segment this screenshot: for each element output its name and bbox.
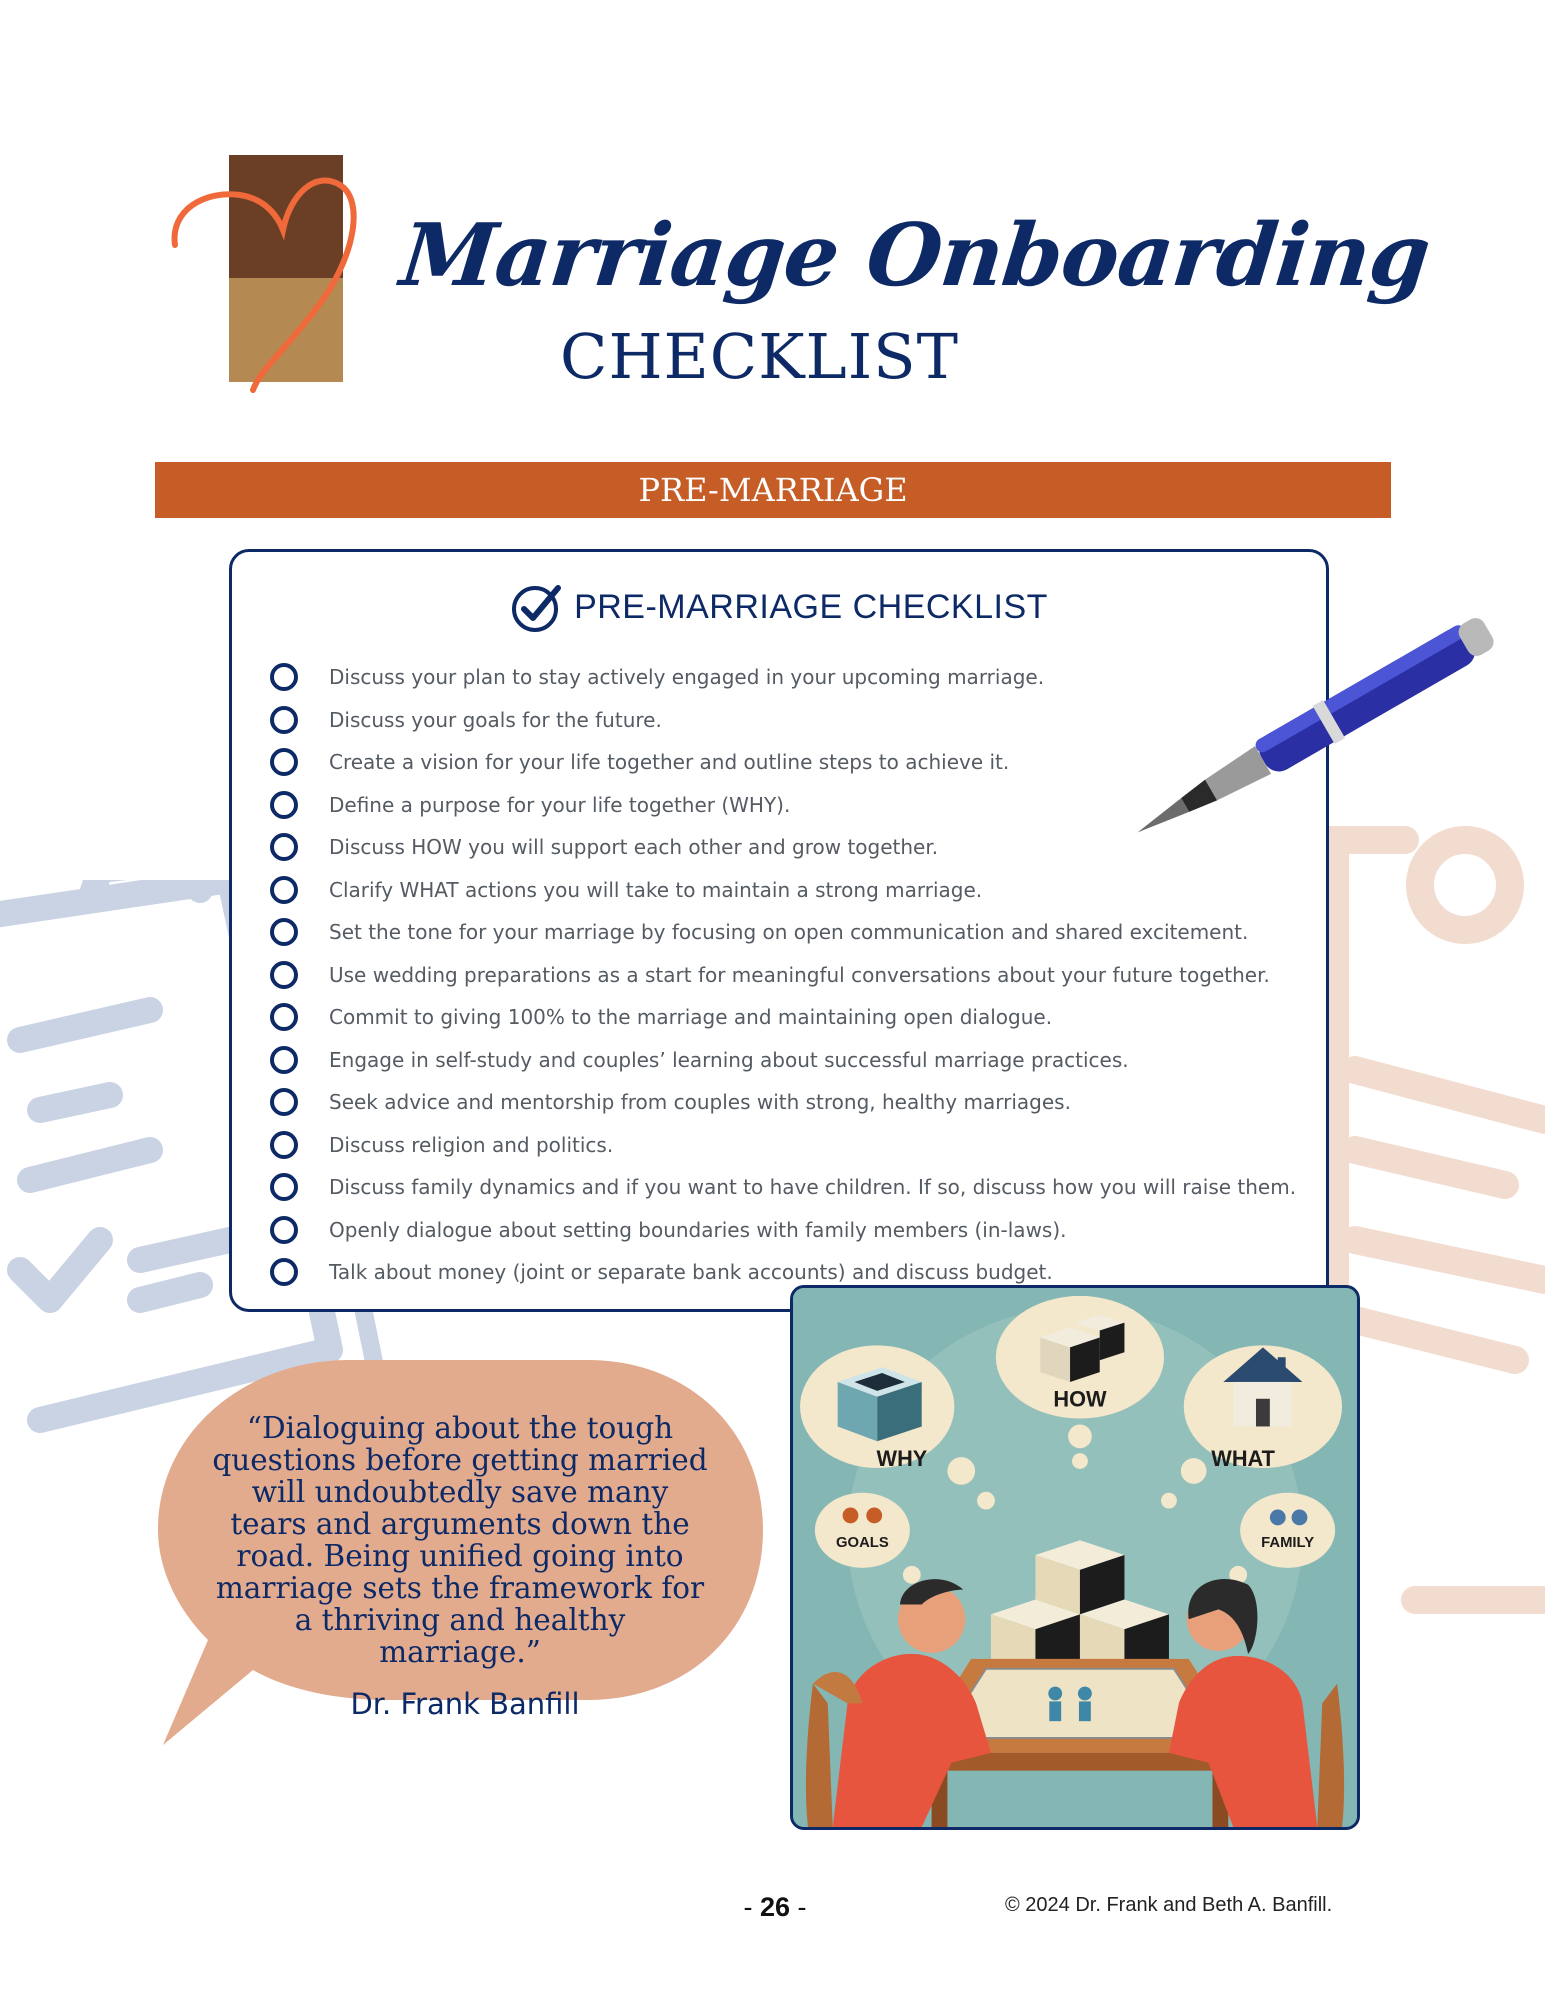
page-number-value: 26 xyxy=(759,1892,791,1922)
quote-author: Dr. Frank Banfill xyxy=(350,1687,580,1721)
title-subtitle: CHECKLIST xyxy=(560,320,960,393)
how-label: HOW xyxy=(1053,1386,1107,1412)
page-number xyxy=(730,1892,820,1923)
checkbox-circle-icon[interactable] xyxy=(270,748,298,776)
checklist-item-text: Discuss HOW you will support each other and grow together. xyxy=(329,835,939,860)
page-number-prefix: - xyxy=(743,1892,760,1922)
checklist-item[interactable] xyxy=(270,1081,1316,1124)
checklist-item-text: Clarify WHAT actions you will take to maintain a strong marriage. xyxy=(329,877,983,902)
checkbox-circle-icon[interactable] xyxy=(270,791,298,819)
checklist-item[interactable] xyxy=(270,1209,1316,1252)
pen-icon xyxy=(1100,600,1530,860)
checklist-item-text: Discuss your goals for the future. xyxy=(329,707,662,732)
couple-planning-illustration xyxy=(790,1285,1360,1830)
checklist-item[interactable] xyxy=(270,911,1316,954)
title-script: Marriage Onboarding xyxy=(396,205,1434,306)
check-circle-icon xyxy=(510,580,564,634)
checkbox-circle-icon[interactable] xyxy=(270,1131,298,1159)
checklist-item-text: Create a vision for your life together and outline steps to achieve it. xyxy=(329,750,1010,775)
checklist-item[interactable] xyxy=(270,869,1316,912)
checkbox-circle-icon[interactable] xyxy=(270,1003,298,1031)
checklist-item-text: Set the tone for your marriage by focusing on open communication and shared excitement. xyxy=(329,920,1249,945)
section-heading-label: PRE-MARRIAGE xyxy=(638,471,908,509)
checklist-item-text: Discuss family dynamics and if you want to have children. If so, discuss how you will raise them. xyxy=(329,1175,1297,1200)
checklist-item[interactable] xyxy=(270,1166,1316,1209)
checklist-item-text: Talk about money (joint or separate bank accounts) and discuss budget. xyxy=(329,1260,1053,1285)
checklist-item-text: Use wedding preparations as a start for meaningful conversations about your future together. xyxy=(329,962,1270,987)
checklist-item-text: Engage in self-study and couples’ learning about successful marriage practices. xyxy=(329,1047,1129,1072)
checkbox-circle-icon[interactable] xyxy=(270,663,298,691)
checklist-item[interactable] xyxy=(270,1039,1316,1082)
checkbox-circle-icon[interactable] xyxy=(270,706,298,734)
family-label: FAMILY xyxy=(1261,1535,1315,1552)
checkbox-circle-icon[interactable] xyxy=(270,1216,298,1244)
checklist-item-text: Define a purpose for your life together (WHY). xyxy=(329,792,791,817)
goals-label: GOALS xyxy=(835,1535,889,1552)
checklist-item[interactable] xyxy=(270,954,1316,997)
checklist-item-text: Openly dialogue about setting boundaries with family members (in-laws). xyxy=(329,1217,1067,1242)
heart-logo xyxy=(165,150,385,395)
page-number-suffix: - xyxy=(790,1892,807,1922)
checklist-item-text: Discuss religion and politics. xyxy=(329,1132,614,1157)
checkbox-circle-icon[interactable] xyxy=(270,1258,298,1286)
checkbox-circle-icon[interactable] xyxy=(270,918,298,946)
checkbox-circle-icon[interactable] xyxy=(270,961,298,989)
checklist-item-text: Seek advice and mentorship from couples with strong, healthy marriages. xyxy=(329,1090,1071,1115)
checkbox-circle-icon[interactable] xyxy=(270,833,298,861)
why-label: WHY xyxy=(876,1446,928,1472)
checkbox-circle-icon[interactable] xyxy=(270,876,298,904)
quote-text: “Dialoguing about the tough questions before getting married will undoubtedly save many tears and arguments down the road. Being unified going into marriage sets the framework for a thriving and healthy marriage.” xyxy=(212,1411,708,1669)
copyright-notice: © 2024 Dr. Frank and Beth A. Banfill. xyxy=(1005,1894,1333,1916)
section-heading-bar xyxy=(155,462,1391,518)
checkbox-circle-icon[interactable] xyxy=(270,1088,298,1116)
checklist-item[interactable] xyxy=(270,1124,1316,1167)
checklist-item-text: Discuss your plan to stay actively engaged in your upcoming marriage. xyxy=(329,665,1045,690)
checkbox-circle-icon[interactable] xyxy=(270,1046,298,1074)
checklist-item-text: Commit to giving 100% to the marriage and maintaining open dialogue. xyxy=(329,1005,1053,1030)
checkbox-circle-icon[interactable] xyxy=(270,1173,298,1201)
what-label: WHAT xyxy=(1211,1446,1275,1472)
checklist-title: PRE-MARRIAGE CHECKLIST xyxy=(574,587,1048,626)
checklist-item[interactable] xyxy=(270,996,1316,1039)
